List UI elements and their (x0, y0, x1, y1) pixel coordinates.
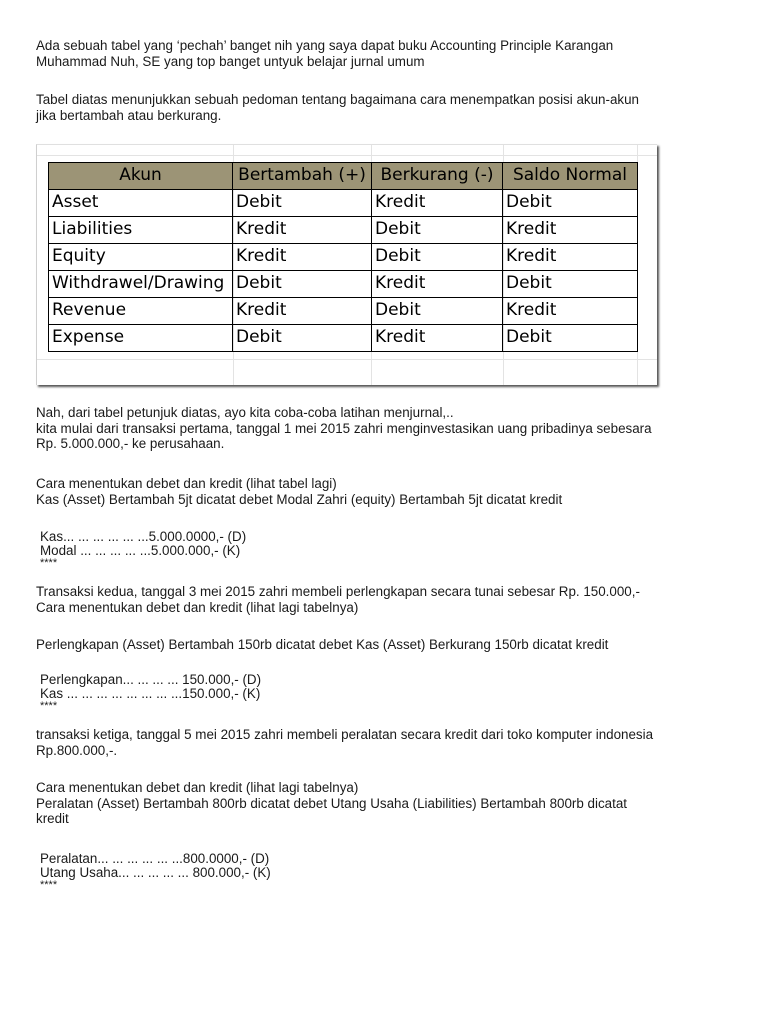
cell-akun: Expense (49, 325, 233, 352)
section-line: Cara menentukan debet dan kredit (lihat tabel lagi) (36, 476, 337, 491)
cell-akun: Withdrawel/Drawing (49, 271, 233, 298)
journal-credit-line: Utang Usaha... ... ... ... ... 800.000,- (K) (40, 865, 271, 880)
cell-berkurang: Kredit (372, 271, 503, 298)
section-3-method (36, 780, 736, 827)
cell-akun: Revenue (49, 298, 233, 325)
account-table-image (36, 144, 657, 385)
header-saldo-normal: Saldo Normal (503, 163, 638, 190)
section-line: Kas (Asset) Bertambah 5jt dicatat debet Modal Zahri (equity) Bertambah 5jt dicatat kredit (36, 491, 563, 507)
intro-line: Muhammad Nuh, SE yang top banget untyuk belajar jurnal umum (36, 53, 425, 69)
journal-entry-2 (36, 673, 740, 712)
cell-berkurang: Debit (372, 244, 503, 271)
section-line: Rp.800.000,-. (36, 742, 118, 758)
section-line: kredit (36, 811, 69, 826)
separator: **** (40, 700, 58, 712)
table-row (49, 325, 638, 352)
journal-credit-line: Kas ... ... ... ... ... ... ... ...150.000,- (K) (40, 686, 261, 701)
cell-bertambah: Debit (233, 271, 372, 298)
header-bertambah: Bertambah (+) (233, 163, 372, 190)
intro-line: Ada sebuah tabel yang ‘pechah’ banget nih yang saya dapat buku Accounting Principle Karangan (36, 38, 614, 53)
cell-saldo-normal: Debit (503, 271, 638, 298)
header-berkurang: Berkurang (-) (372, 163, 503, 190)
section-line: kita mulai dari transaksi pertama, tanggal 1 mei 2015 zahri menginvestasikan uang pribadinya sebesara (36, 420, 652, 436)
section-line: Cara menentukan debet dan kredit (lihat lagi tabelnya) (36, 599, 359, 615)
table-row (49, 217, 638, 244)
journal-entry-1 (36, 530, 740, 569)
journal-entry-3 (36, 852, 740, 891)
section-1-paragraph (36, 405, 736, 452)
cell-saldo-normal: Debit (503, 325, 638, 352)
section-line: Cara menentukan debet dan kredit (lihat lagi tabelnya) (36, 780, 359, 795)
cell-akun: Asset (49, 190, 233, 217)
table-row (49, 190, 638, 217)
cell-bertambah: Debit (233, 190, 372, 217)
separator: **** (40, 557, 58, 569)
cell-saldo-normal: Kredit (503, 217, 638, 244)
cell-bertambah: Kredit (233, 244, 372, 271)
journal-debit-line: Kas... ... ... ... ... ...5.000.0000,- (D) (40, 529, 247, 544)
intro-paragraph-2 (36, 92, 736, 123)
cell-berkurang: Debit (372, 298, 503, 325)
journal-credit-line: Modal ... ... ... ... ...5.000.000,- (K) (40, 543, 241, 558)
section-line: Nah, dari tabel petunjuk diatas, ayo kita coba-coba latihan menjurnal,.. (36, 405, 454, 420)
cell-berkurang: Kredit (372, 325, 503, 352)
intro-line: Tabel diatas menunjukkan sebuah pedoman tentang bagaimana cara menempatkan posisi akun-akun (36, 92, 639, 107)
table-row (49, 271, 638, 298)
cell-akun: Equity (49, 244, 233, 271)
section-line: Peralatan (Asset) Bertambah 800rb dicatat debet Utang Usaha (Liabilities) Bertambah 800rb dicatat (36, 795, 628, 811)
intro-line: jika bertambah atau berkurang. (36, 107, 222, 123)
cell-saldo-normal: Debit (503, 190, 638, 217)
table-row (49, 298, 638, 325)
separator: **** (40, 879, 58, 891)
cell-bertambah: Kredit (233, 217, 372, 244)
section-line: Transaksi kedua, tanggal 3 mei 2015 zahri membeli perlengkapan secara tunai sebesar Rp. 150.000,- (36, 584, 640, 599)
table-row (49, 244, 638, 271)
section-2-paragraph (36, 584, 736, 615)
section-3-paragraph (36, 727, 736, 758)
cell-saldo-normal: Kredit (503, 244, 638, 271)
cell-berkurang: Kredit (372, 190, 503, 217)
header-akun: Akun (49, 163, 233, 190)
cell-bertambah: Debit (233, 325, 372, 352)
section-line: Rp. 5.000.000,- ke perusahaan. (36, 436, 225, 451)
cell-berkurang: Debit (372, 217, 503, 244)
cell-saldo-normal: Kredit (503, 298, 638, 325)
section-line: transaksi ketiga, tanggal 5 mei 2015 zahri membeli peralatan secara kredit dari toko komputer indonesia (36, 727, 654, 742)
cell-akun: Liabilities (49, 217, 233, 244)
section-1-method (36, 476, 736, 507)
account-rules-table (48, 162, 638, 352)
cell-bertambah: Kredit (233, 298, 372, 325)
journal-debit-line: Peralatan... ... ... ... ... ...800.0000,- (D) (40, 851, 270, 866)
journal-debit-line: Perlengkapan... ... ... ... 150.000,- (D) (40, 672, 262, 687)
section-2-method (36, 637, 736, 653)
section-line: Perlengkapan (Asset) Bertambah 150rb dicatat debet Kas (Asset) Berkurang 150rb dicatat kredit (36, 637, 609, 652)
intro-paragraph-1 (36, 38, 736, 69)
table-header-row (49, 163, 638, 190)
